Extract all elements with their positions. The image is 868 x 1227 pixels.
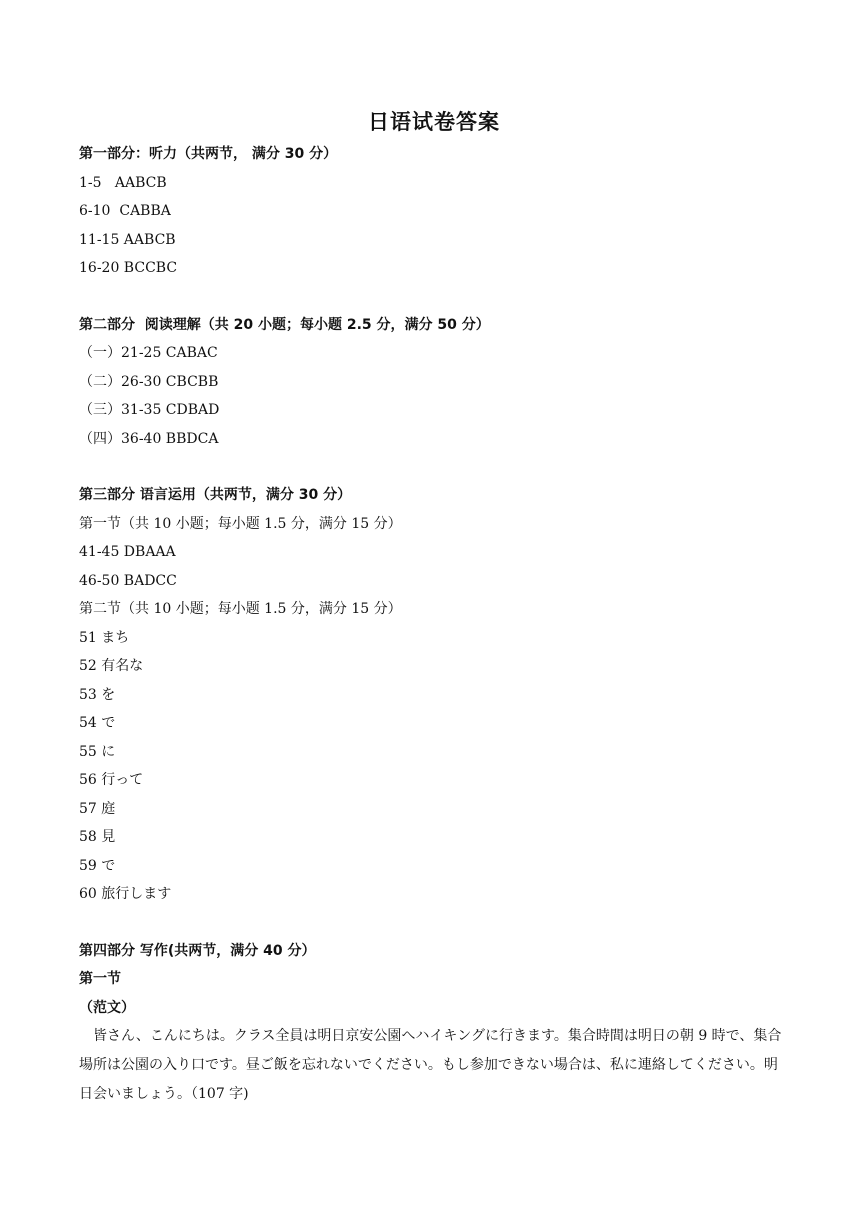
part1-heading: 第一部分：听力（共两节， 满分 30 分） bbox=[79, 146, 338, 162]
part4-sample-label: （范文） bbox=[79, 999, 135, 1016]
part1-answer-row: 16-20 BCCBC bbox=[79, 260, 178, 276]
part3-section2-answer-row: 53 を bbox=[79, 686, 116, 703]
part3-section2-label: 第二节（共 10 小题；每小题 1.5 分，满分 15 分） bbox=[79, 601, 402, 617]
part3-section2-answer-row: 59 で bbox=[79, 857, 116, 874]
part3-section1-label: 第一节（共 10 小题；每小题 1.5 分，满分 15 分） bbox=[79, 515, 402, 532]
spacer bbox=[79, 283, 799, 311]
part3-section2-answer-row: 51 まち bbox=[79, 629, 130, 646]
part1-answer-row: 11-15 AABCB bbox=[79, 231, 176, 248]
part2-answer-row: （一）21-25 CABAC bbox=[79, 345, 218, 361]
part4-heading: 第四部分 写作(共两节，满分 40 分） bbox=[79, 942, 316, 959]
part4-section1-label: 第一节 bbox=[79, 971, 121, 987]
part3-section2-answer-row: 55 に bbox=[79, 743, 116, 760]
part2-answer-row: （四）36-40 BBDCA bbox=[79, 430, 219, 447]
part1-answer-row: 6-10 CABBA bbox=[79, 203, 171, 219]
part2-answer-row: （二）26-30 CBCBB bbox=[79, 373, 219, 390]
part3-heading: 第三部分 语言运用（共两节，满分 30 分） bbox=[79, 487, 352, 503]
part3-section2-answer-row: 56 行って bbox=[79, 772, 144, 788]
part2-answer-row: （三）31-35 CDBAD bbox=[79, 402, 220, 418]
part2-heading: 第二部分 阅读理解（共 20 小题；每小题 2.5 分，满分 50 分） bbox=[79, 316, 490, 333]
part1-answer-row: 1-5 AABCB bbox=[79, 174, 167, 191]
page-title: 日语试卷答案 bbox=[368, 110, 500, 134]
part3-section2-answer-row: 58 見 bbox=[79, 829, 116, 845]
spacer bbox=[79, 909, 799, 937]
part3-section2-answer-row: 54 で bbox=[79, 715, 116, 731]
sample-essay: 皆さん、こんにちは。クラス全員は明日京安公園へハイキングに行きます。集合時間は明日の朝 9 時で、集合場所は公園の入り口です。昼ご飯を忘れないでください。もし参加できない場合は、私に連絡してください。明日会いましょう。（107 字) bbox=[79, 1028, 782, 1102]
part3-section1-answer-row: 41-45 DBAAA bbox=[79, 544, 176, 560]
spacer bbox=[79, 453, 799, 481]
part3-section2-answer-row: 57 庭 bbox=[79, 800, 116, 817]
part3-section2-answer-row: 60 旅行します bbox=[79, 886, 172, 902]
answer-content bbox=[79, 140, 799, 1109]
part3-section1-answer-row: 46-50 BADCC bbox=[79, 572, 177, 589]
part3-section2-answer-row: 52 有名な bbox=[79, 658, 144, 674]
